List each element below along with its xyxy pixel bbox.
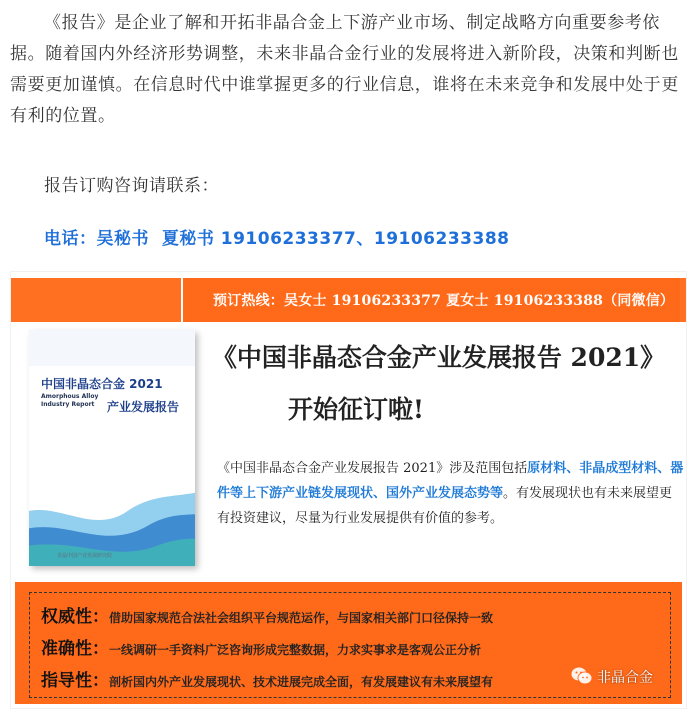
report-title: 《中国非晶态合金产业发展报告 2021》 [211, 343, 666, 372]
feature-accuracy: 准确性：一线调研一手资料广泛咨询形成完整数据，力求实事求是客观公正分析 [41, 639, 482, 659]
watermark-text: 非晶合金 [597, 670, 653, 686]
feature-authority: 权威性：借助国家规范合法社会组织平台规范运作，与国家相关部门口径保持一致 [41, 607, 494, 627]
cover-title-en: Amorphous Alloy Industry Report [41, 393, 99, 408]
report-banner [10, 271, 687, 709]
report-description: 《中国非晶态合金产业发展报告 2021》涉及范围包括原材料、非晶成型材料、器件等上下游产业链发展现状、国外产业发展态势等。有发展现状也有未来展望更有投资建议，尽量为行业发展提供有价值的参考。 [217, 461, 684, 526]
cover-footer: 非晶中国产业发展研究院 [57, 553, 113, 559]
cover-subtitle: 产业发展报告 [107, 400, 180, 414]
cover-title: 中国非晶态合金 2021 [41, 377, 163, 391]
hotline-bar [11, 278, 686, 322]
report-subtitle: 开始征订啦! [288, 395, 424, 424]
cover-wave-graphic [29, 450, 195, 566]
phone-contact[interactable]: 电话：吴秘书 夏秘书 19106233377、19106233388 [44, 229, 510, 249]
feature-guidance: 指导性：剖析国内外产业发展现状、技术进展完成全面，有发展建议有未来展望有 [41, 671, 494, 691]
intro-paragraph: 《报告》是企业了解和开拓非晶合金上下游产业市场、制定战略方向重要参考依据。随着国内外经济形势调整，未来非晶合金行业的发展将进入新阶段，决策和判断也需要更加谨慎。在信息时代中谁掌握更多的行业信息，谁将在未来竞争和发展中处于更有利的位置。 [10, 13, 679, 126]
report-cover [29, 330, 195, 566]
wechat-icon [571, 666, 593, 686]
wechat-watermark [571, 662, 679, 692]
hotline-text: 预订热线：吴女士 19106233377 夏女士 19106233388（同微信） [213, 293, 675, 309]
contact-label: 报告订购咨询请联系： [44, 176, 219, 196]
